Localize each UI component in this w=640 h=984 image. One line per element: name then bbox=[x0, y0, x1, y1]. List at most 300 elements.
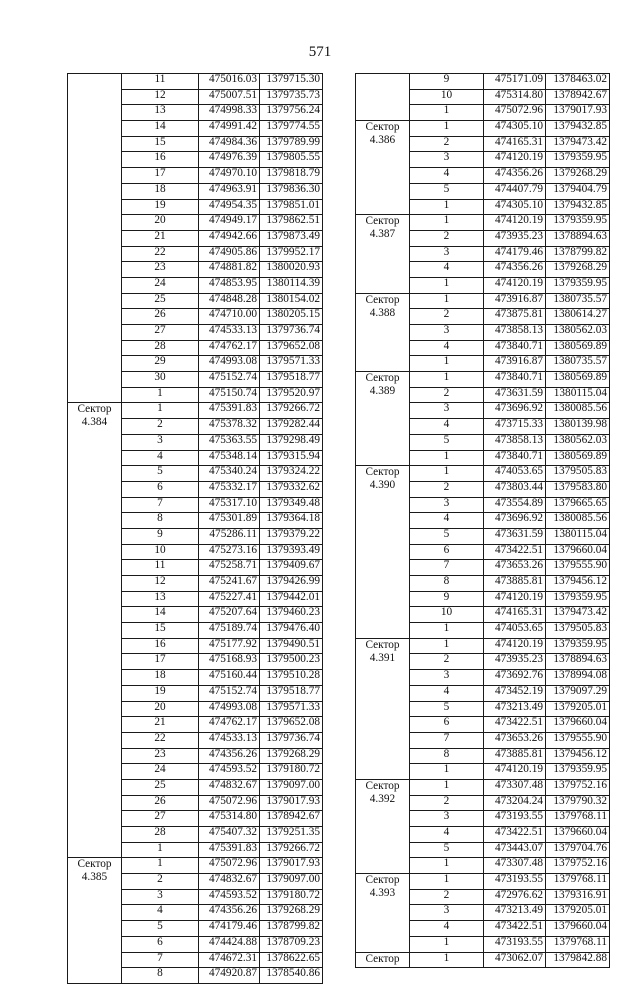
x-coordinate: 473696.92 bbox=[484, 403, 546, 419]
point-number: 21 bbox=[122, 230, 199, 246]
y-coordinate: 1379660.04 bbox=[546, 544, 610, 560]
x-coordinate: 475314.80 bbox=[199, 811, 260, 827]
x-coordinate: 473422.51 bbox=[484, 921, 546, 937]
y-coordinate: 1379268.29 bbox=[546, 168, 610, 184]
point-number: 15 bbox=[122, 136, 199, 152]
y-coordinate: 1378894.63 bbox=[546, 654, 610, 670]
y-coordinate: 1380614.27 bbox=[546, 309, 610, 325]
x-coordinate: 473916.87 bbox=[484, 356, 546, 372]
y-coordinate: 1380205.15 bbox=[260, 309, 323, 325]
point-number: 4 bbox=[122, 450, 199, 466]
coordinates-table-left bbox=[67, 73, 323, 984]
y-coordinate: 1379017.93 bbox=[260, 795, 323, 811]
point-number: 3 bbox=[410, 152, 484, 168]
point-number: 2 bbox=[410, 481, 484, 497]
y-coordinate: 1379473.42 bbox=[546, 607, 610, 623]
x-coordinate: 474053.65 bbox=[484, 623, 546, 639]
y-coordinate: 1379818.79 bbox=[260, 168, 323, 184]
point-number: 4 bbox=[410, 827, 484, 843]
sector-label: Сектор 4.391 bbox=[356, 638, 410, 779]
point-number: 5 bbox=[410, 528, 484, 544]
y-coordinate: 1379768.11 bbox=[546, 811, 610, 827]
x-coordinate: 474165.31 bbox=[484, 136, 546, 152]
x-coordinate: 475171.09 bbox=[484, 74, 546, 90]
x-coordinate: 473858.13 bbox=[484, 434, 546, 450]
point-number: 1 bbox=[410, 121, 484, 137]
y-coordinate: 1378942.67 bbox=[260, 811, 323, 827]
y-coordinate: 1379359.95 bbox=[546, 591, 610, 607]
y-coordinate: 1379456.12 bbox=[546, 576, 610, 592]
point-number: 27 bbox=[122, 325, 199, 341]
x-coordinate: 473715.33 bbox=[484, 419, 546, 435]
y-coordinate: 1379490.51 bbox=[260, 638, 323, 654]
x-coordinate: 475286.11 bbox=[199, 528, 260, 544]
x-coordinate: 474356.26 bbox=[484, 168, 546, 184]
point-number: 16 bbox=[122, 152, 199, 168]
y-coordinate: 1379251.35 bbox=[260, 827, 323, 843]
point-number: 11 bbox=[122, 560, 199, 576]
point-number: 3 bbox=[410, 246, 484, 262]
point-number: 8 bbox=[122, 968, 199, 984]
y-coordinate: 1380020.93 bbox=[260, 262, 323, 278]
point-number: 3 bbox=[410, 905, 484, 921]
y-coordinate: 1379332.62 bbox=[260, 481, 323, 497]
y-coordinate: 1378463.02 bbox=[546, 74, 610, 90]
x-coordinate: 475391.83 bbox=[199, 403, 260, 419]
x-coordinate: 475007.51 bbox=[199, 89, 260, 105]
point-number: 5 bbox=[410, 842, 484, 858]
point-number: 1 bbox=[410, 215, 484, 231]
point-number: 2 bbox=[410, 230, 484, 246]
x-coordinate: 475407.32 bbox=[199, 827, 260, 843]
table-row bbox=[356, 121, 610, 137]
point-number: 3 bbox=[122, 889, 199, 905]
x-coordinate: 473935.23 bbox=[484, 654, 546, 670]
point-number: 3 bbox=[410, 325, 484, 341]
y-coordinate: 1379432.85 bbox=[546, 121, 610, 137]
y-coordinate: 1379790.32 bbox=[546, 795, 610, 811]
y-coordinate: 1379736.74 bbox=[260, 325, 323, 341]
x-coordinate: 475016.03 bbox=[199, 74, 260, 90]
x-coordinate: 474970.10 bbox=[199, 168, 260, 184]
x-coordinate: 474991.42 bbox=[199, 121, 260, 137]
point-number: 1 bbox=[410, 952, 484, 968]
y-coordinate: 1379505.83 bbox=[546, 466, 610, 482]
y-coordinate: 1379774.55 bbox=[260, 121, 323, 137]
x-coordinate: 474533.13 bbox=[199, 325, 260, 341]
point-number: 23 bbox=[122, 748, 199, 764]
x-coordinate: 475273.16 bbox=[199, 544, 260, 560]
y-coordinate: 1379097.29 bbox=[546, 685, 610, 701]
x-coordinate: 475168.93 bbox=[199, 654, 260, 670]
x-coordinate: 474407.79 bbox=[484, 183, 546, 199]
point-number: 4 bbox=[410, 419, 484, 435]
y-coordinate: 1379660.04 bbox=[546, 827, 610, 843]
x-coordinate: 475072.96 bbox=[199, 795, 260, 811]
point-number: 14 bbox=[122, 607, 199, 623]
y-coordinate: 1379432.85 bbox=[546, 199, 610, 215]
x-coordinate: 475177.92 bbox=[199, 638, 260, 654]
x-coordinate: 474120.19 bbox=[484, 591, 546, 607]
point-number: 20 bbox=[122, 701, 199, 717]
table-row bbox=[356, 779, 610, 795]
sector-label bbox=[68, 74, 122, 403]
y-coordinate: 1380115.04 bbox=[546, 387, 610, 403]
y-coordinate: 1379359.95 bbox=[546, 277, 610, 293]
x-coordinate: 474993.08 bbox=[199, 356, 260, 372]
y-coordinate: 1379752.16 bbox=[546, 858, 610, 874]
x-coordinate: 475332.17 bbox=[199, 481, 260, 497]
point-number: 1 bbox=[410, 638, 484, 654]
point-number: 4 bbox=[410, 168, 484, 184]
point-number: 15 bbox=[122, 623, 199, 639]
x-coordinate: 473840.71 bbox=[484, 450, 546, 466]
y-coordinate: 1379768.11 bbox=[546, 874, 610, 890]
y-coordinate: 1378540.86 bbox=[260, 968, 323, 984]
point-number: 5 bbox=[122, 466, 199, 482]
point-number: 1 bbox=[410, 858, 484, 874]
table-row bbox=[356, 74, 610, 90]
point-number: 8 bbox=[410, 748, 484, 764]
y-coordinate: 1379571.33 bbox=[260, 356, 323, 372]
point-number: 3 bbox=[410, 670, 484, 686]
point-number: 27 bbox=[122, 811, 199, 827]
y-coordinate: 1379768.11 bbox=[546, 936, 610, 952]
y-coordinate: 1378894.63 bbox=[546, 230, 610, 246]
y-coordinate: 1379097.00 bbox=[260, 874, 323, 890]
y-coordinate: 1379518.77 bbox=[260, 372, 323, 388]
point-number: 1 bbox=[410, 466, 484, 482]
x-coordinate: 474881.82 bbox=[199, 262, 260, 278]
y-coordinate: 1379805.55 bbox=[260, 152, 323, 168]
y-coordinate: 1379268.29 bbox=[546, 262, 610, 278]
x-coordinate: 474179.46 bbox=[199, 921, 260, 937]
point-number: 17 bbox=[122, 168, 199, 184]
table-row bbox=[68, 74, 323, 90]
x-coordinate: 474305.10 bbox=[484, 199, 546, 215]
point-number: 23 bbox=[122, 262, 199, 278]
y-coordinate: 1379660.04 bbox=[546, 921, 610, 937]
point-number: 8 bbox=[410, 576, 484, 592]
x-coordinate: 474593.52 bbox=[199, 764, 260, 780]
y-coordinate: 1379316.91 bbox=[546, 889, 610, 905]
point-number: 2 bbox=[122, 419, 199, 435]
x-coordinate: 473916.87 bbox=[484, 293, 546, 309]
point-number: 13 bbox=[122, 591, 199, 607]
point-number: 5 bbox=[122, 921, 199, 937]
table-row bbox=[356, 215, 610, 231]
y-coordinate: 1378942.67 bbox=[546, 89, 610, 105]
sector-label bbox=[356, 74, 410, 121]
point-number: 9 bbox=[410, 591, 484, 607]
point-number: 17 bbox=[122, 654, 199, 670]
point-number: 1 bbox=[410, 936, 484, 952]
y-coordinate: 1378709.23 bbox=[260, 936, 323, 952]
y-coordinate: 1379555.90 bbox=[546, 732, 610, 748]
point-number: 2 bbox=[410, 654, 484, 670]
y-coordinate: 1379555.90 bbox=[546, 560, 610, 576]
y-coordinate: 1379736.74 bbox=[260, 732, 323, 748]
x-coordinate: 474356.26 bbox=[199, 905, 260, 921]
y-coordinate: 1380569.89 bbox=[546, 450, 610, 466]
point-number: 7 bbox=[122, 952, 199, 968]
x-coordinate: 474949.17 bbox=[199, 215, 260, 231]
point-number: 12 bbox=[122, 89, 199, 105]
y-coordinate: 1380569.89 bbox=[546, 372, 610, 388]
x-coordinate: 473631.59 bbox=[484, 528, 546, 544]
point-number: 5 bbox=[410, 701, 484, 717]
point-number: 10 bbox=[122, 544, 199, 560]
x-coordinate: 474998.33 bbox=[199, 105, 260, 121]
x-coordinate: 475258.71 bbox=[199, 560, 260, 576]
x-coordinate: 472976.62 bbox=[484, 889, 546, 905]
y-coordinate: 1379298.49 bbox=[260, 434, 323, 450]
y-coordinate: 1379842.88 bbox=[546, 952, 610, 968]
x-coordinate: 475378.32 bbox=[199, 419, 260, 435]
y-coordinate: 1379349.48 bbox=[260, 497, 323, 513]
x-coordinate: 473452.19 bbox=[484, 685, 546, 701]
y-coordinate: 1379851.01 bbox=[260, 199, 323, 215]
y-coordinate: 1380114.39 bbox=[260, 277, 323, 293]
x-coordinate: 474920.87 bbox=[199, 968, 260, 984]
point-number: 25 bbox=[122, 293, 199, 309]
y-coordinate: 1379393.49 bbox=[260, 544, 323, 560]
point-number: 14 bbox=[122, 121, 199, 137]
point-number: 1 bbox=[122, 842, 199, 858]
x-coordinate: 473696.92 bbox=[484, 513, 546, 529]
table-row bbox=[356, 874, 610, 890]
point-number: 22 bbox=[122, 246, 199, 262]
x-coordinate: 473840.71 bbox=[484, 372, 546, 388]
x-coordinate: 474424.88 bbox=[199, 936, 260, 952]
x-coordinate: 475072.96 bbox=[199, 858, 260, 874]
point-number: 8 bbox=[122, 513, 199, 529]
point-number: 1 bbox=[410, 372, 484, 388]
x-coordinate: 474762.17 bbox=[199, 717, 260, 733]
x-coordinate: 474853.95 bbox=[199, 277, 260, 293]
y-coordinate: 1380154.02 bbox=[260, 293, 323, 309]
y-coordinate: 1378994.08 bbox=[546, 670, 610, 686]
y-coordinate: 1379652.08 bbox=[260, 717, 323, 733]
point-number: 19 bbox=[122, 685, 199, 701]
x-coordinate: 473307.48 bbox=[484, 858, 546, 874]
x-coordinate: 473935.23 bbox=[484, 230, 546, 246]
y-coordinate: 1379460.23 bbox=[260, 607, 323, 623]
y-coordinate: 1379873.49 bbox=[260, 230, 323, 246]
x-coordinate: 474993.08 bbox=[199, 701, 260, 717]
point-number: 2 bbox=[410, 795, 484, 811]
y-coordinate: 1379205.01 bbox=[546, 905, 610, 921]
y-coordinate: 1380115.04 bbox=[546, 528, 610, 544]
y-coordinate: 1379180.72 bbox=[260, 764, 323, 780]
y-coordinate: 1379510.28 bbox=[260, 670, 323, 686]
y-coordinate: 1379652.08 bbox=[260, 340, 323, 356]
y-coordinate: 1379500.23 bbox=[260, 654, 323, 670]
point-number: 2 bbox=[410, 387, 484, 403]
y-coordinate: 1379359.95 bbox=[546, 152, 610, 168]
y-coordinate: 1379789.99 bbox=[260, 136, 323, 152]
x-coordinate: 473422.51 bbox=[484, 827, 546, 843]
x-coordinate: 474942.66 bbox=[199, 230, 260, 246]
point-number: 10 bbox=[410, 89, 484, 105]
point-number: 5 bbox=[410, 434, 484, 450]
table-row bbox=[356, 466, 610, 482]
point-number: 2 bbox=[410, 136, 484, 152]
sector-label: Сектор 4.389 bbox=[356, 372, 410, 466]
y-coordinate: 1379862.51 bbox=[260, 215, 323, 231]
point-number: 1 bbox=[410, 764, 484, 780]
point-number: 3 bbox=[410, 811, 484, 827]
point-number: 1 bbox=[410, 293, 484, 309]
x-coordinate: 473204.24 bbox=[484, 795, 546, 811]
sector-label: Сектор 4.390 bbox=[356, 466, 410, 639]
x-coordinate: 473443.07 bbox=[484, 842, 546, 858]
x-coordinate: 475317.10 bbox=[199, 497, 260, 513]
y-coordinate: 1379520.97 bbox=[260, 387, 323, 403]
x-coordinate: 473193.55 bbox=[484, 874, 546, 890]
y-coordinate: 1379282.44 bbox=[260, 419, 323, 435]
point-number: 9 bbox=[410, 74, 484, 90]
table-row bbox=[356, 952, 610, 968]
point-number: 7 bbox=[410, 732, 484, 748]
point-number: 11 bbox=[122, 74, 199, 90]
sector-label: Сектор 4.384 bbox=[68, 403, 122, 858]
x-coordinate: 473193.55 bbox=[484, 936, 546, 952]
table-row bbox=[356, 638, 610, 654]
x-coordinate: 474832.67 bbox=[199, 874, 260, 890]
x-coordinate: 473422.51 bbox=[484, 544, 546, 560]
y-coordinate: 1379752.16 bbox=[546, 779, 610, 795]
x-coordinate: 474120.19 bbox=[484, 764, 546, 780]
y-coordinate: 1379756.24 bbox=[260, 105, 323, 121]
x-coordinate: 474120.19 bbox=[484, 277, 546, 293]
y-coordinate: 1379704.76 bbox=[546, 842, 610, 858]
y-coordinate: 1379017.93 bbox=[546, 105, 610, 121]
x-coordinate: 474356.26 bbox=[199, 748, 260, 764]
y-coordinate: 1379952.17 bbox=[260, 246, 323, 262]
y-coordinate: 1379268.29 bbox=[260, 905, 323, 921]
x-coordinate: 473858.13 bbox=[484, 325, 546, 341]
y-coordinate: 1379359.95 bbox=[546, 215, 610, 231]
x-coordinate: 473307.48 bbox=[484, 779, 546, 795]
y-coordinate: 1379268.29 bbox=[260, 748, 323, 764]
point-number: 4 bbox=[410, 340, 484, 356]
point-number: 16 bbox=[122, 638, 199, 654]
x-coordinate: 474356.26 bbox=[484, 262, 546, 278]
point-number: 13 bbox=[122, 105, 199, 121]
y-coordinate: 1379364.18 bbox=[260, 513, 323, 529]
point-number: 2 bbox=[410, 309, 484, 325]
x-coordinate: 474305.10 bbox=[484, 121, 546, 137]
y-coordinate: 1380562.03 bbox=[546, 325, 610, 341]
sector-label: Сектор 4.385 bbox=[68, 858, 122, 984]
x-coordinate: 474120.19 bbox=[484, 638, 546, 654]
x-coordinate: 474710.00 bbox=[199, 309, 260, 325]
table-row bbox=[68, 403, 323, 419]
point-number: 4 bbox=[122, 905, 199, 921]
y-coordinate: 1379266.72 bbox=[260, 842, 323, 858]
x-coordinate: 474963.91 bbox=[199, 183, 260, 199]
table-row bbox=[68, 858, 323, 874]
point-number: 1 bbox=[410, 623, 484, 639]
y-coordinate: 1379715.30 bbox=[260, 74, 323, 90]
table-row bbox=[356, 372, 610, 388]
point-number: 18 bbox=[122, 183, 199, 199]
x-coordinate: 475207.64 bbox=[199, 607, 260, 623]
point-number: 4 bbox=[410, 685, 484, 701]
point-number: 1 bbox=[410, 450, 484, 466]
point-number: 1 bbox=[410, 779, 484, 795]
point-number: 1 bbox=[410, 277, 484, 293]
y-coordinate: 1380569.89 bbox=[546, 340, 610, 356]
y-coordinate: 1379473.42 bbox=[546, 136, 610, 152]
y-coordinate: 1379665.65 bbox=[546, 497, 610, 513]
y-coordinate: 1378799.82 bbox=[260, 921, 323, 937]
y-coordinate: 1378799.82 bbox=[546, 246, 610, 262]
y-coordinate: 1379456.12 bbox=[546, 748, 610, 764]
y-coordinate: 1380085.56 bbox=[546, 513, 610, 529]
x-coordinate: 474593.52 bbox=[199, 889, 260, 905]
point-number: 19 bbox=[122, 199, 199, 215]
x-coordinate: 474120.19 bbox=[484, 215, 546, 231]
point-number: 6 bbox=[122, 481, 199, 497]
point-number: 3 bbox=[122, 434, 199, 450]
x-coordinate: 474984.36 bbox=[199, 136, 260, 152]
x-coordinate: 474053.65 bbox=[484, 466, 546, 482]
y-coordinate: 1380735.57 bbox=[546, 356, 610, 372]
x-coordinate: 473840.71 bbox=[484, 340, 546, 356]
point-number: 1 bbox=[410, 874, 484, 890]
point-number: 5 bbox=[410, 183, 484, 199]
x-coordinate: 474672.31 bbox=[199, 952, 260, 968]
x-coordinate: 473193.55 bbox=[484, 811, 546, 827]
x-coordinate: 473885.81 bbox=[484, 748, 546, 764]
point-number: 1 bbox=[410, 356, 484, 372]
y-coordinate: 1379836.30 bbox=[260, 183, 323, 199]
sector-label: Сектор bbox=[356, 952, 410, 968]
point-number: 20 bbox=[122, 215, 199, 231]
x-coordinate: 473213.49 bbox=[484, 701, 546, 717]
y-coordinate: 1380085.56 bbox=[546, 403, 610, 419]
point-number: 28 bbox=[122, 340, 199, 356]
y-coordinate: 1379583.80 bbox=[546, 481, 610, 497]
point-number: 3 bbox=[410, 497, 484, 513]
x-coordinate: 473213.49 bbox=[484, 905, 546, 921]
x-coordinate: 474165.31 bbox=[484, 607, 546, 623]
y-coordinate: 1380562.03 bbox=[546, 434, 610, 450]
x-coordinate: 474179.46 bbox=[484, 246, 546, 262]
x-coordinate: 475314.80 bbox=[484, 89, 546, 105]
x-coordinate: 475227.41 bbox=[199, 591, 260, 607]
x-coordinate: 475340.24 bbox=[199, 466, 260, 482]
y-coordinate: 1379518.77 bbox=[260, 685, 323, 701]
point-number: 7 bbox=[122, 497, 199, 513]
x-coordinate: 475072.96 bbox=[484, 105, 546, 121]
point-number: 24 bbox=[122, 277, 199, 293]
x-coordinate: 475241.67 bbox=[199, 576, 260, 592]
x-coordinate: 475152.74 bbox=[199, 372, 260, 388]
point-number: 3 bbox=[410, 403, 484, 419]
point-number: 1 bbox=[410, 105, 484, 121]
point-number: 6 bbox=[410, 717, 484, 733]
y-coordinate: 1378622.65 bbox=[260, 952, 323, 968]
y-coordinate: 1379205.01 bbox=[546, 701, 610, 717]
point-number: 18 bbox=[122, 670, 199, 686]
point-number: 30 bbox=[122, 372, 199, 388]
point-number: 9 bbox=[122, 528, 199, 544]
table-row bbox=[356, 293, 610, 309]
point-number: 2 bbox=[410, 889, 484, 905]
